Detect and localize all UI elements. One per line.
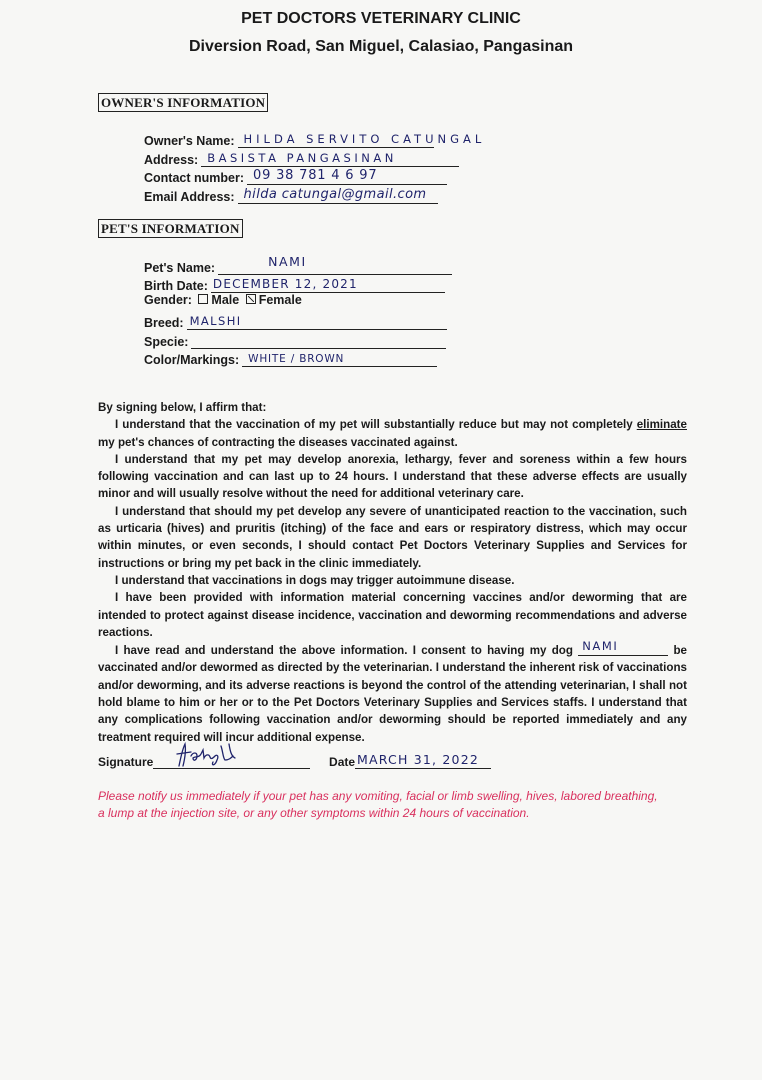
pet-gender-row [144,293,302,311]
owner-section-heading: OWNER'S INFORMATION [98,93,268,112]
owner-name-row [144,129,486,148]
pet-name-label: Pet's Name: [144,261,216,275]
affirmation-paragraph-2: I understand that my pet may develop anorexia, lethargy, fever and soreness within a few hours following vaccination and can last up to 24 hours. I understand that these adverse effects are usually minor and will usually resolve without the need for additional veterinary care. [98,452,687,501]
date-field[interactable] [355,748,491,769]
affirmation-paragraph-3: I understand that should my pet develop any severe of unanticipated reaction to the vaccination, such as urticaria (hives) and pruritis (itching) of the face and ears or respiratory distress, which may occur within minutes, or even seconds, I should contact Pet Doctors Veterinary Supplies and Services for instructions or bring my pet back in the clinic immediately. [98,504,687,570]
owner-contact-label: Contact number: [144,171,244,185]
pet-birth-value: DECEMBER 12, 2021 [212,277,358,291]
affirmation-p6-text-end: be vaccinated and/or dewormed as directed by the veterinarian. I understand the inherent risk of vaccinations and/or deworming, and its adverse reactions is beyond the control of the attending veterinarian, I shall not hold blame to him or her or to the Pet Doctors Veterinary Supplies and Services staffs. I understand that any complications following vaccination and/or deworming should be reported immediately and any treatment required will incur additional expense. [98,644,687,744]
date-label: Date [329,755,356,769]
owner-address-value: BASISTA PANGASINAN [207,151,397,165]
pet-name-value: NAMI [268,254,307,269]
pet-breed-value: MALSHI [189,314,242,328]
clinic-name: PET DOCTORS VETERINARY CLINIC [241,10,521,27]
pet-color-label: Color/Markings: [144,353,240,367]
pet-gender-label: Gender: [144,293,192,307]
affirmation-intro: By signing below, I affirm that: [98,401,267,414]
gender-female-label: Female [258,293,302,307]
pet-section-heading: PET'S INFORMATION [98,219,243,238]
pet-name-field[interactable] [218,256,452,275]
handwritten-signature [173,740,263,770]
owner-email-value: hilda catungal@gmail.com [243,187,427,202]
signature-field[interactable] [153,748,310,769]
affirmation-paragraph-5: I have been provided with information material concerning vaccines and/or deworming that are intended to protect against disease incidence, vaccination and deworming recommendations and adverse reactions. [98,591,687,639]
pet-birth-field[interactable] [211,274,445,293]
pet-specie-label: Specie: [144,335,189,349]
owner-email-row [144,185,438,203]
pet-birth-label: Birth Date: [144,279,208,293]
signature-label: Signature [98,755,154,769]
owner-email-field[interactable] [238,185,438,204]
owner-name-value: HILDA SERVITO CATUNGAL [243,132,486,146]
owner-contact-row [144,166,447,184]
owner-contact-value: 09 38 781 4 6 97 [253,168,378,183]
owner-address-label: Address: [144,153,199,167]
pet-breed-label: Breed: [144,316,184,330]
post-vaccination-notice: Please notify us immediately if your pet has any vomiting, facial or limb swelling, hives, labored breathing, a lump at the injection site, or any other symptoms within 24 hours of vaccination. [98,789,658,820]
owner-address-field[interactable] [201,148,459,167]
affirmation-p6-text: I have read and understand the above information. I consent to having my dog [115,644,579,658]
pet-color-value: WHITE / BROWN [248,353,345,365]
pet-color-field[interactable] [242,348,437,367]
pet-specie-row [144,330,446,348]
owner-contact-field[interactable] [247,166,447,185]
consent-dog-name-value: NAMI [582,638,619,653]
pet-color-row [144,348,437,366]
pet-breed-row [144,311,447,329]
pet-breed-field[interactable] [187,311,447,330]
gender-male-label: Male [211,293,240,307]
affirmation-paragraph-6 [98,638,687,746]
affirmation-paragraph-1 [98,416,687,451]
owner-email-label: Email Address: [144,190,235,204]
affirmation-paragraph-4: I understand that vaccinations in dogs may trigger autoimmune disease. [115,573,515,587]
owner-name-field[interactable] [238,129,486,148]
gender-female-checkbox[interactable] [246,294,256,304]
affirmation-p1-text: I understand that the vaccination of my pet will substantially reduce but may not completely [115,418,637,432]
pet-specie-field[interactable] [191,330,446,349]
signature-row [98,748,491,768]
affirmation-p1-text-end: my pet's chances of contracting the diseases vaccinated against. [98,435,458,449]
clinic-address: Diversion Road, San Miguel, Calasiao, Pangasinan [188,38,574,55]
gender-male-checkbox[interactable] [198,294,208,304]
consent-dog-name-field[interactable] [578,638,668,656]
pet-birth-row [144,274,445,292]
owner-name-label: Owner's Name: [144,134,235,148]
affirmation-p1-underlined: eliminate [636,418,687,432]
pet-name-row [144,256,452,274]
affirmation-block [98,399,687,746]
owner-address-row [144,148,459,166]
date-value: MARCH 31, 2022 [357,752,480,767]
